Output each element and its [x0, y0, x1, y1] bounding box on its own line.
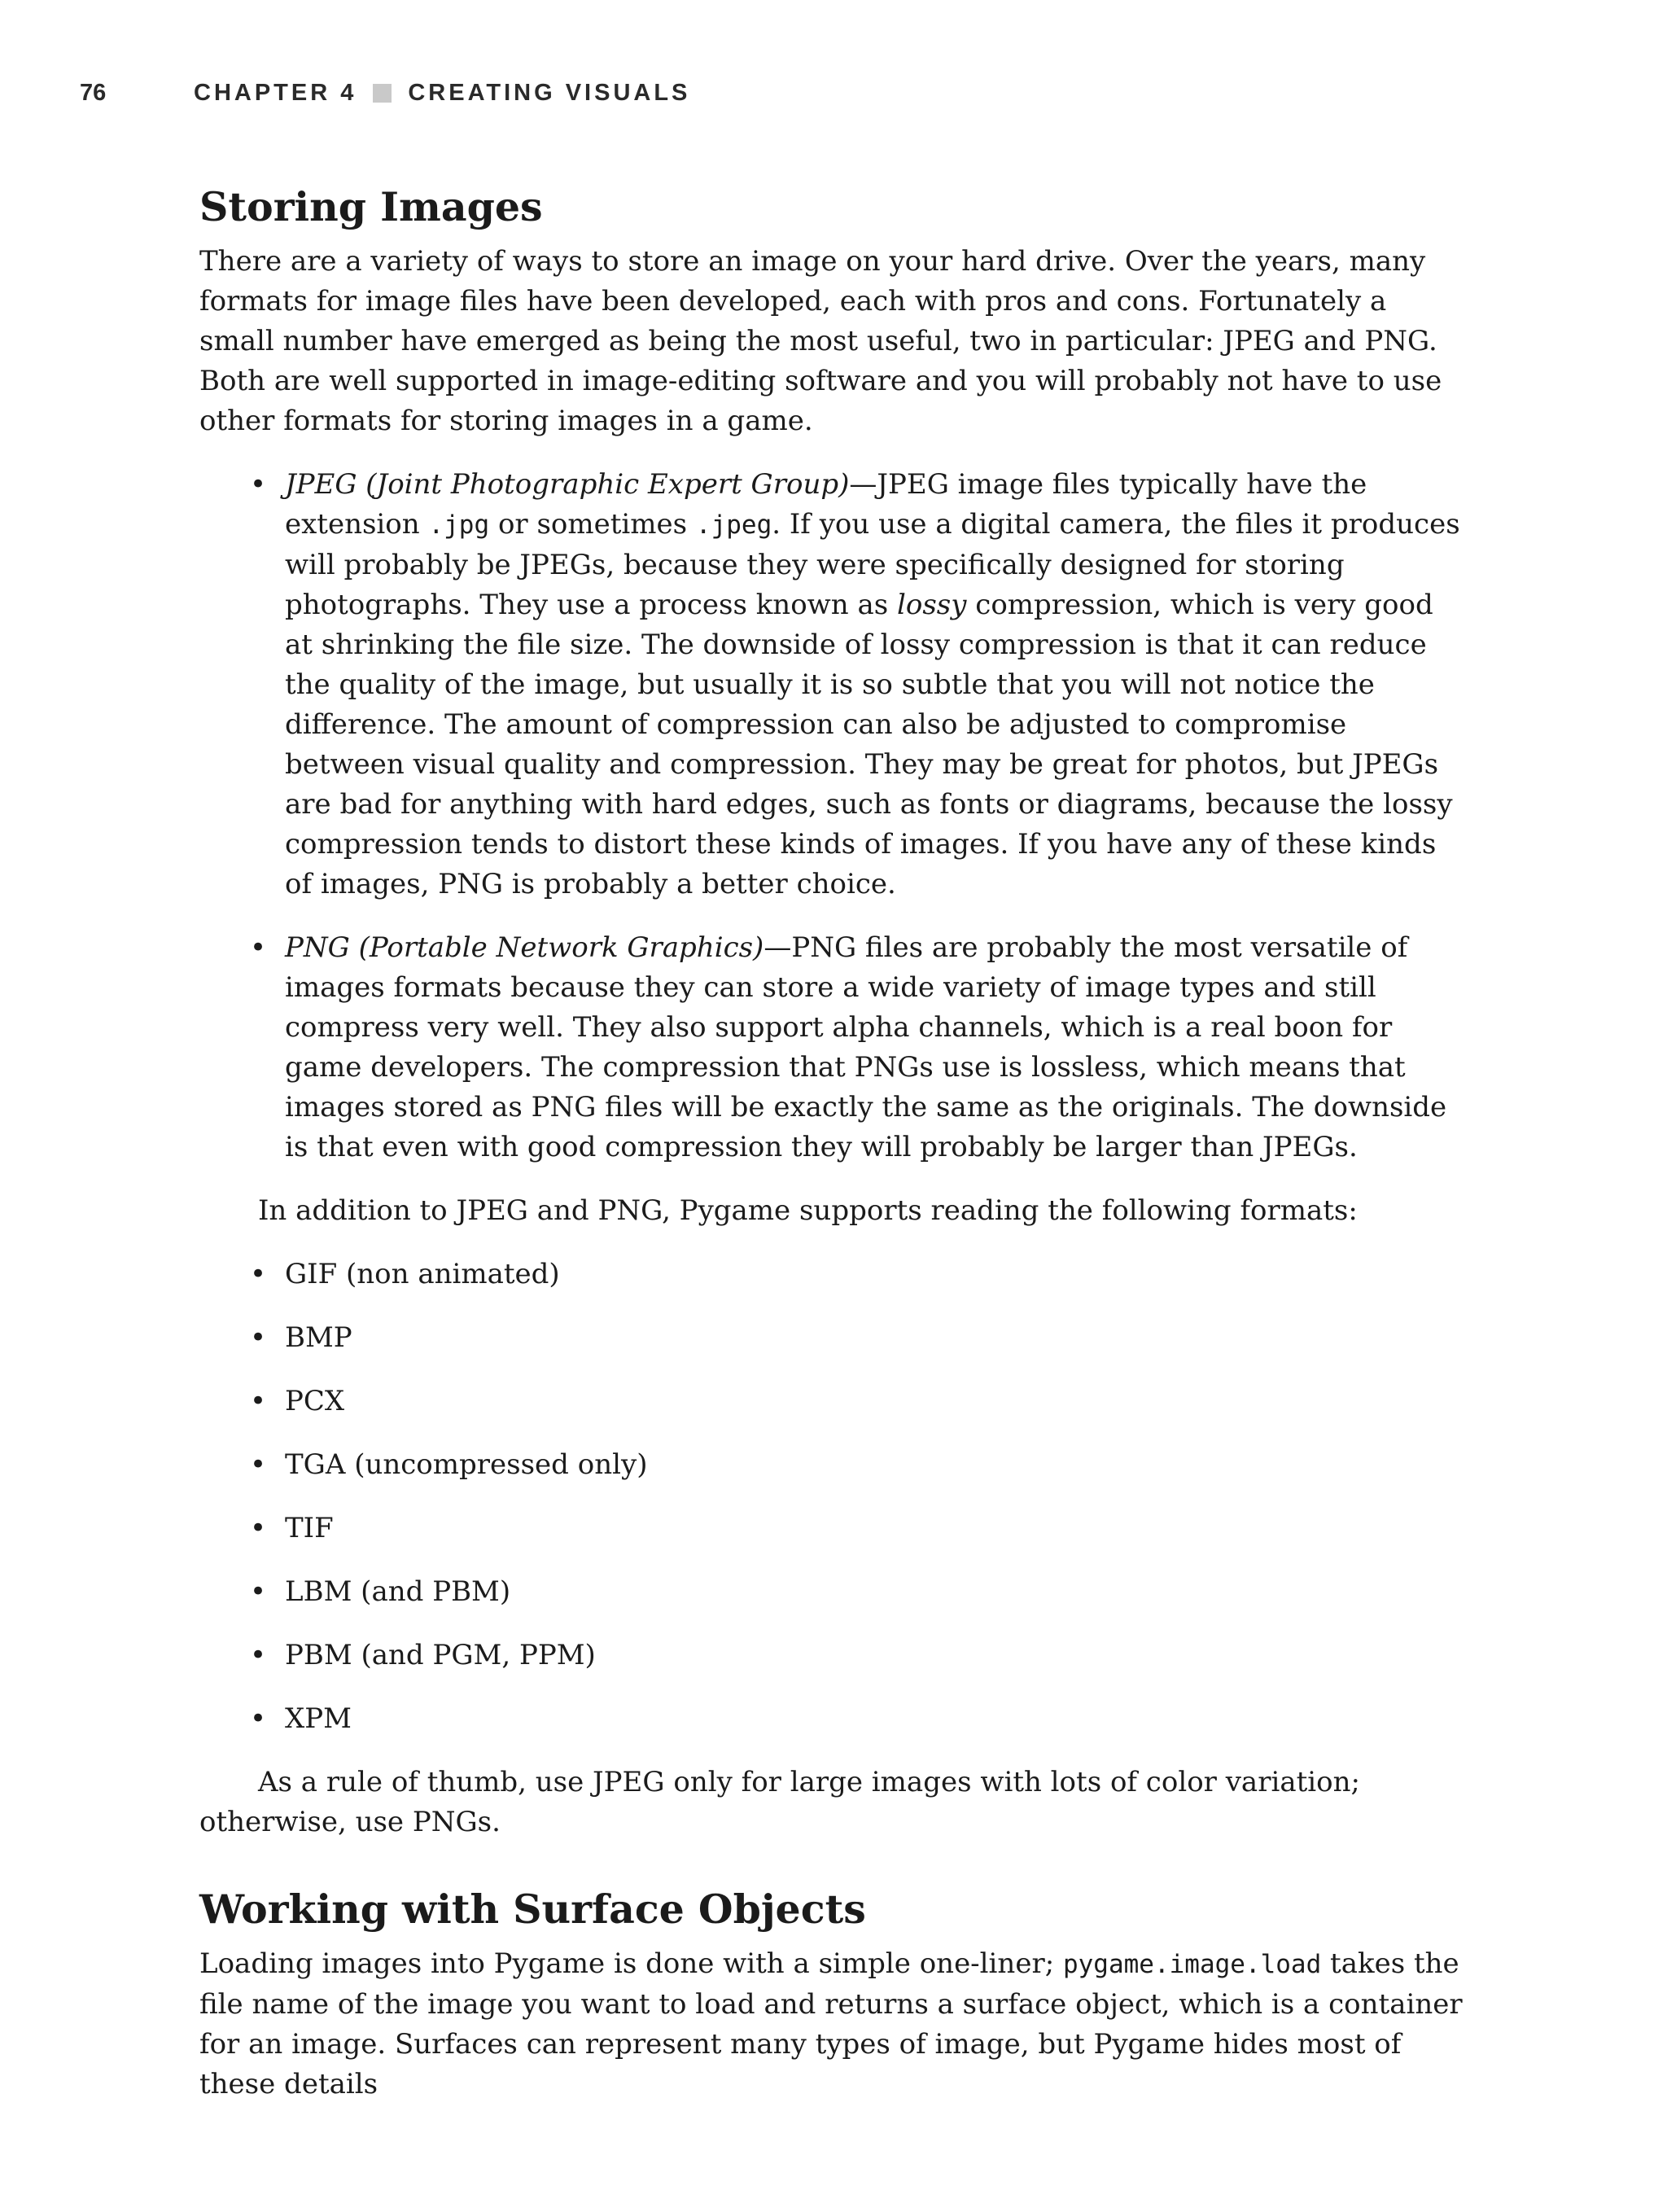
format-name: PBM (and PGM, PPM)	[285, 1639, 596, 1671]
jpeg-extension-jpg: .jpg	[428, 510, 490, 540]
page-body	[199, 179, 1469, 2105]
jpeg-term: JPEG (Joint Photographic Expert Group)	[285, 468, 850, 501]
jpeg-text-1: —JPEG image files typically have the extension	[285, 468, 1367, 541]
code-pygame-image-load: pygame.image.load	[1062, 1950, 1322, 1979]
page-number: 76	[80, 79, 107, 106]
png-term: PNG (Portable Network Graphics)	[285, 931, 764, 964]
jpeg-text-2: or sometimes	[489, 508, 696, 541]
rule-of-thumb-paragraph: As a rule of thumb, use JPEG only for large images with lots of color variation; otherwise, use PNGs.	[199, 1766, 1360, 1838]
bullet-icon: •	[250, 1258, 267, 1290]
format-name: LBM (and PBM)	[285, 1575, 511, 1608]
format-name: XPM	[285, 1702, 352, 1735]
bullet-icon: •	[250, 931, 267, 964]
surface-intro-paragraph	[199, 1944, 1469, 2105]
list-item-jpeg	[199, 465, 1469, 905]
list-item	[199, 1318, 1469, 1358]
list-item	[199, 1636, 1469, 1675]
format-name: TIF	[285, 1512, 334, 1544]
section-label: CREATING VISUALS	[408, 79, 691, 106]
heading-storing-images: Storing Images	[199, 183, 543, 230]
chapter-label: CHAPTER 4	[194, 79, 357, 106]
bullet-icon: •	[250, 1575, 267, 1608]
surface-text-2: takes the file name of the image you want to load and returns a surface object, which is a container for an image. Surfaces can represent many types of image, but Pygame hides most of these details	[199, 1947, 1463, 2100]
png-text: —PNG files are probably the most versatile of images formats because they can store a wide variety of image types and still compress very well. They also support alpha channels, which is a real boon for game developers. The compression that PNGs use is lossless, which means that images stored as PNG files will be exactly the same as the originals. The downside is that even with good compression they will probably be larger than JPEGs.	[285, 931, 1447, 1163]
heading-working-with-surface-objects: Working with Surface Objects	[199, 1886, 866, 1933]
jpeg-extension-jpeg: .jpeg	[695, 510, 772, 540]
format-name: GIF (non animated)	[285, 1258, 560, 1290]
separator-square-icon	[373, 84, 392, 103]
surface-text-1: Loading images into Pygame is done with a simple one-liner;	[199, 1947, 1063, 1980]
bullet-icon: •	[250, 1448, 267, 1481]
running-head	[80, 78, 690, 107]
supported-formats-list	[199, 1255, 1469, 1739]
list-item-png	[199, 928, 1469, 1167]
jpeg-text-4: compression, which is very good at shrinking the file size. The downside of lossy compression is that it can reduce the quality of the image, but usually it is so subtle that you will not notice the difference. The amount of compression can also be adjusted to compromise between visual quality and compression. They may be great for photos, but JPEGs are bad for anything with hard edges, such as fonts or diagrams, because the lossy compression tends to distort these kinds of images. If you have any of these kinds of images, PNG is probably a better choice.	[285, 589, 1453, 900]
bullet-icon: •	[250, 1321, 267, 1354]
storing-intro-paragraph: There are a variety of ways to store an image on your hard drive. Over the years, many formats for image files have been developed, each with pros and cons. Fortunately a small number have emerged as being the most useful, two in particular: JPEG and PNG. Both are well supported in image-editing software and you will probably not have to use other formats for storing images in a game.	[199, 245, 1442, 437]
list-item	[199, 1445, 1469, 1485]
format-name: PCX	[285, 1385, 345, 1417]
bullet-icon: •	[250, 468, 267, 501]
list-item	[199, 1572, 1469, 1612]
list-item	[199, 1699, 1469, 1739]
format-name: TGA (uncompressed only)	[285, 1448, 648, 1481]
jpeg-text-3: . If you use a digital camera, the files it produces will probably be JPEGs, because they were specifically designed for storing photographs. They use a process known as	[285, 508, 1460, 621]
lossy-term: lossy	[897, 589, 967, 621]
format-name: BMP	[285, 1321, 352, 1354]
list-item	[199, 1255, 1469, 1294]
bullet-icon: •	[250, 1639, 267, 1671]
list-item	[199, 1382, 1469, 1421]
bullet-icon: •	[250, 1702, 267, 1735]
formats-intro-paragraph: In addition to JPEG and PNG, Pygame supports reading the following formats:	[258, 1194, 1358, 1227]
bullet-icon: •	[250, 1512, 267, 1544]
bullet-icon: •	[250, 1385, 267, 1417]
format-description-list	[199, 465, 1469, 1167]
list-item	[199, 1509, 1469, 1548]
